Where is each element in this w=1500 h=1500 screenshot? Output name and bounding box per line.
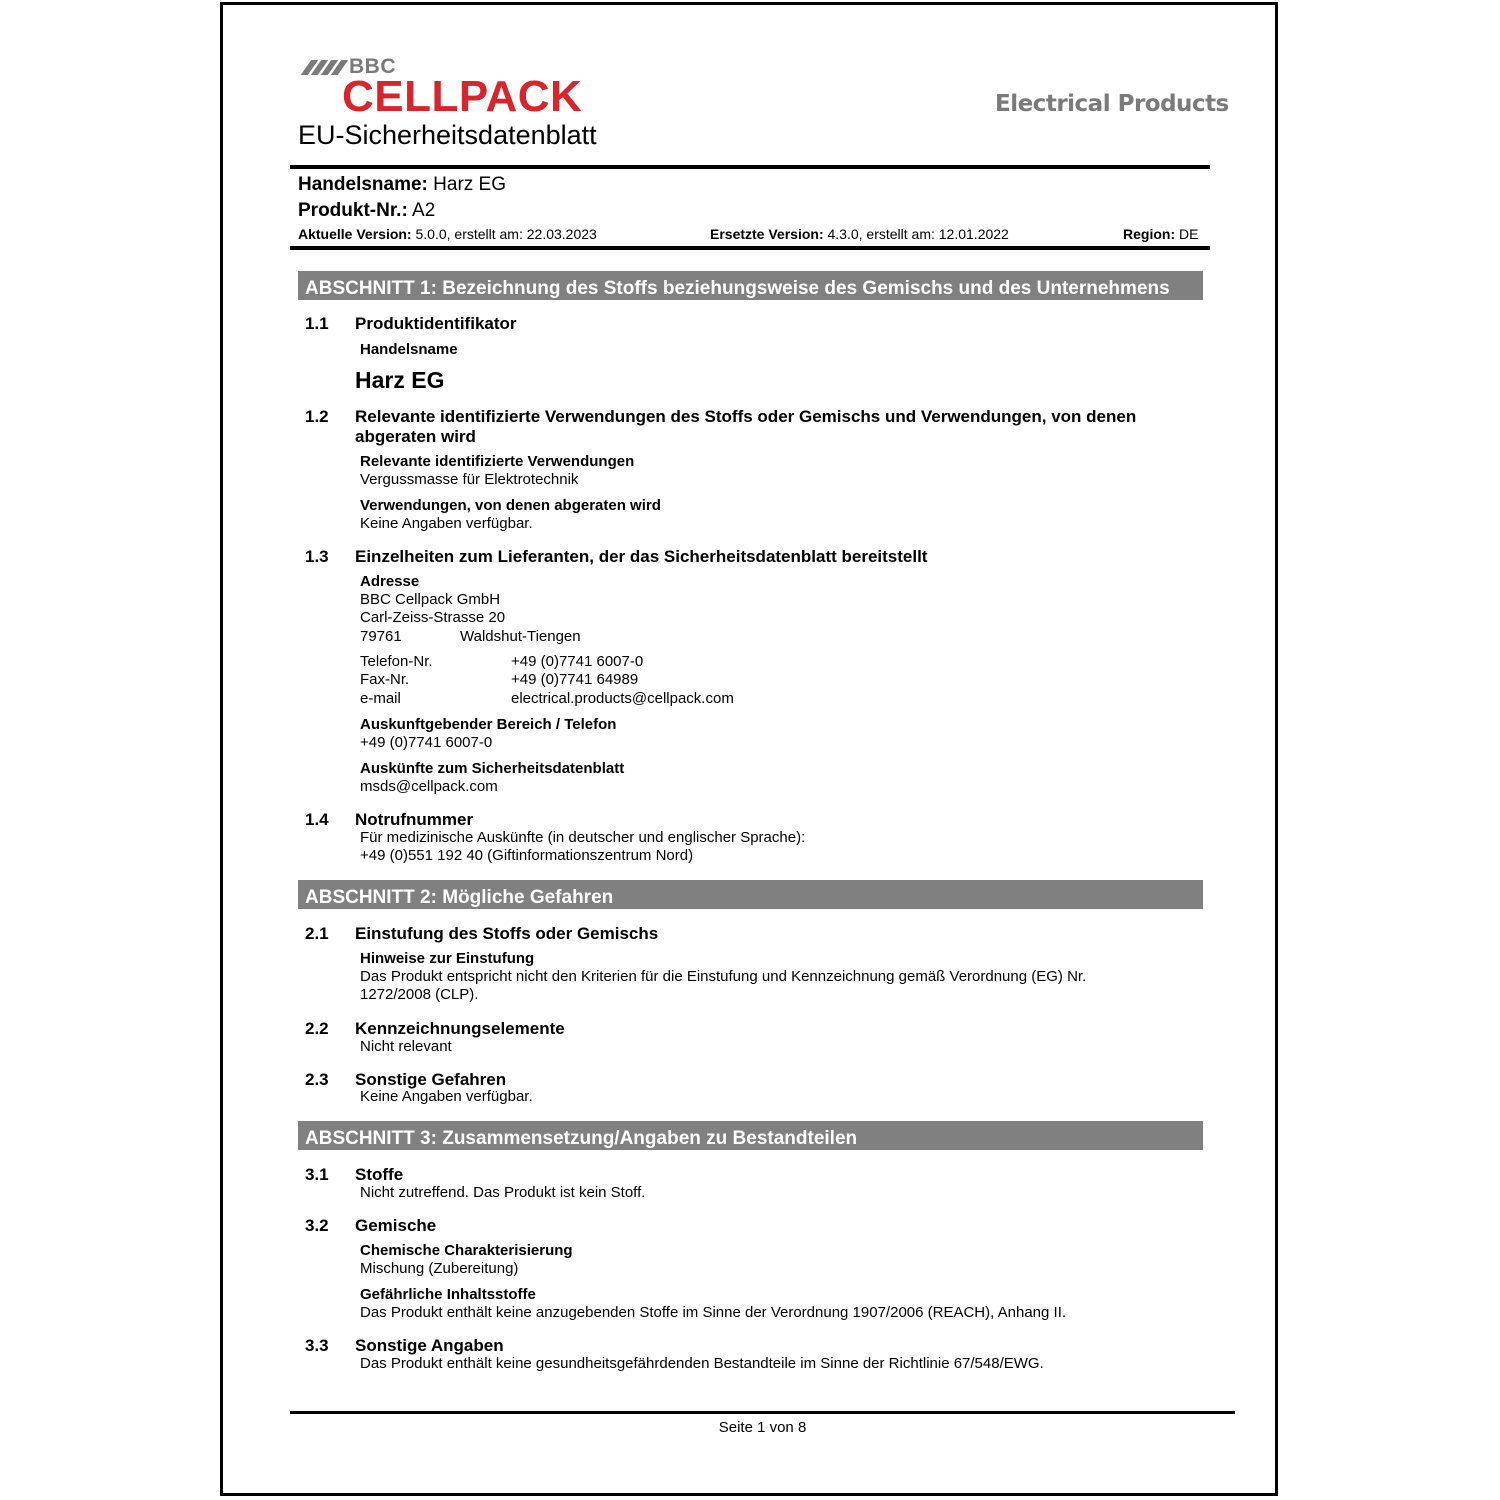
logo-slashes-icon — [306, 60, 343, 75]
section-heading: Gemische — [355, 1216, 437, 1235]
subheading: Auskünfte zum Sicherheitsdatenblatt — [360, 760, 625, 777]
section-number: 1.1 — [305, 314, 329, 333]
body-text: Nicht zutreffend. Das Produkt ist kein Stoff. — [360, 1184, 646, 1201]
section-number: 1.2 — [305, 407, 329, 426]
section-2-header: ABSCHNITT 2: Mögliche Gefahren — [298, 880, 1203, 909]
section-number: 2.2 — [305, 1019, 329, 1038]
subheading: Verwendungen, von denen abgeraten wird — [360, 497, 661, 514]
section-heading: Einzelheiten zum Lieferanten, der das Sicherheitsdatenblatt bereitstellt — [355, 547, 928, 566]
contact-label: e-mail — [360, 690, 401, 707]
section-heading: Stoffe — [355, 1165, 404, 1184]
subheading: Relevante identifizierte Verwendungen — [360, 453, 635, 470]
logo-cellpack-text: CELLPACK — [342, 72, 583, 121]
body-text: Das Produkt entspricht nicht den Kriterien für die Einstufung und Kennzeichnung gemäß Verordnung (EG) Nr. — [360, 968, 1087, 985]
subheading: Gefährliche Inhaltsstoffe — [360, 1286, 536, 1303]
logo-bbc-text: BBC — [349, 55, 396, 78]
subheading: Hinweise zur Einstufung — [360, 950, 535, 967]
section-number: 3.2 — [305, 1216, 329, 1235]
subheading: Handelsname — [360, 341, 458, 358]
section-heading-cont: abgeraten wird — [355, 427, 476, 446]
section-heading: Relevante identifizierte Verwendungen des Stoffs oder Gemischs und Verwendungen, von denen — [355, 407, 1137, 426]
section-heading: Kennzeichnungselemente — [355, 1019, 565, 1038]
trade-name-line — [298, 173, 506, 197]
region-value: DE — [1179, 226, 1199, 242]
subheading: Adresse — [360, 573, 420, 590]
body-text: Das Produkt enthält keine gesundheitsgefährdenden Bestandteile im Sinne der Richtlinie 67/548/EWG. — [360, 1355, 1044, 1372]
section-number: 1.3 — [305, 547, 329, 566]
section-3-header: ABSCHNITT 3: Zusammensetzung/Angaben zu Bestandteilen — [298, 1121, 1203, 1150]
subheading: Chemische Charakterisierung — [360, 1242, 573, 1259]
contact-label: Telefon-Nr. — [360, 653, 433, 670]
section-number: 3.1 — [305, 1165, 329, 1184]
header-divider-bottom — [290, 246, 1210, 250]
trade-name-value: Harz EG — [433, 174, 507, 195]
contact-label: Fax-Nr. — [360, 671, 410, 688]
footer-divider — [290, 1411, 1235, 1414]
header-divider-top — [290, 165, 1210, 169]
current-version-value: 5.0.0, erstellt am: 22.03.2023 — [415, 226, 597, 242]
section-1-header: ABSCHNITT 1: Bezeichnung des Stoffs beziehungsweise des Gemischs und des Unternehmens — [298, 271, 1203, 300]
current-version-label: Aktuelle Version: — [298, 226, 412, 242]
body-text: Das Produkt enthält keine anzugebenden Stoffe im Sinne der Verordnung 1907/2006 (REACH), Anhang II. — [360, 1304, 1067, 1321]
subheading: Auskunftgebender Bereich / Telefon — [360, 716, 617, 733]
section-heading: Sonstige Gefahren — [355, 1070, 507, 1089]
body-text: Mischung (Zubereitung) — [360, 1260, 519, 1277]
product-name: Harz EG — [355, 367, 445, 393]
body-text: +49 (0)551 192 40 (Giftinformationszentrum Nord) — [360, 847, 694, 864]
page-number: Seite 1 von 8 — [718, 1419, 807, 1436]
section-heading: Sonstige Angaben — [355, 1336, 504, 1355]
contact-value: +49 (0)7741 6007-0 — [511, 653, 644, 670]
section-number: 2.3 — [305, 1070, 329, 1089]
document-title: EU-Sicherheitsdatenblatt — [298, 120, 597, 150]
body-text: 1272/2008 (CLP). — [360, 986, 479, 1003]
product-number-label: Produkt-Nr.: — [298, 200, 408, 221]
section-heading: Einstufung des Stoffs oder Gemischs — [355, 924, 659, 943]
company-name: BBC Cellpack GmbH — [360, 591, 501, 608]
street-address: Carl-Zeiss-Strasse 20 — [360, 609, 506, 626]
product-number-line — [298, 199, 435, 223]
body-text: Keine Angaben verfügbar. — [360, 515, 533, 532]
body-text: Vergussmasse für Elektrotechnik — [360, 471, 579, 488]
region-label: Region: — [1123, 226, 1176, 242]
replaced-version — [710, 226, 1009, 243]
body-text: Für medizinische Auskünfte (in deutscher und englischer Sprache): — [360, 829, 806, 846]
body-text: Nicht relevant — [360, 1038, 452, 1055]
section-heading: Produktidentifikator — [355, 314, 517, 333]
division-label: Electrical Products — [995, 91, 1229, 117]
section-number: 2.1 — [305, 924, 329, 943]
section-heading: Notrufnummer — [355, 810, 474, 829]
sds-email-link[interactable]: msds@cellpack.com — [360, 778, 498, 795]
trade-name-label: Handelsname: — [298, 174, 428, 195]
city: Waldshut-Tiengen — [460, 628, 581, 645]
replaced-version-label: Ersetzte Version: — [710, 226, 824, 242]
section-number: 1.4 — [305, 810, 329, 829]
replaced-version-value: 4.3.0, erstellt am: 12.01.2022 — [827, 226, 1009, 242]
contact-value: +49 (0)7741 64989 — [511, 671, 639, 688]
current-version — [298, 226, 597, 243]
body-text: Keine Angaben verfügbar. — [360, 1088, 533, 1105]
postal-code: 79761 — [360, 628, 402, 645]
email-link[interactable]: electrical.products@cellpack.com — [511, 690, 734, 707]
product-number-value: A2 — [412, 200, 436, 221]
section-number: 3.3 — [305, 1336, 329, 1355]
body-text: +49 (0)7741 6007-0 — [360, 734, 493, 751]
region — [1123, 226, 1198, 243]
